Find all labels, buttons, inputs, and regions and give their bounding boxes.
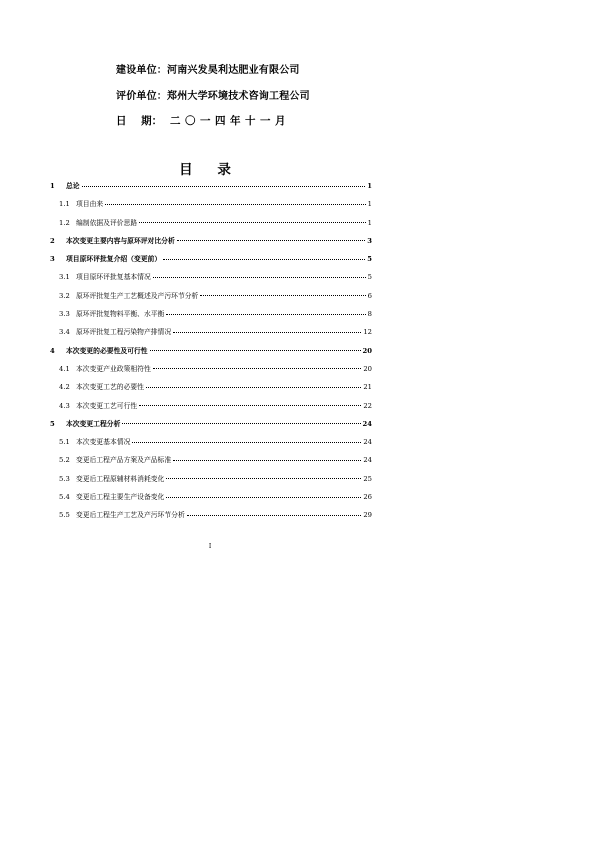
toc-entry[interactable] xyxy=(48,400,372,418)
toc-leader-dots xyxy=(166,314,365,315)
toc-entry-page: 29 xyxy=(363,511,372,520)
toc-entry[interactable] xyxy=(48,418,372,436)
toc-leader-dots xyxy=(166,497,361,498)
toc-entry-page: 22 xyxy=(363,401,372,410)
toc-entry-page: 24 xyxy=(363,438,372,447)
toc-entry-number: 3.3 xyxy=(59,310,70,319)
toc-entry-number: 3.4 xyxy=(59,328,70,337)
toc-entry[interactable] xyxy=(48,381,372,399)
toc-entry-title: 变更后工程生产工艺及产污环节分析 xyxy=(76,511,185,520)
toc-entry-title: 本次变更工艺的必要性 xyxy=(76,383,144,392)
toc-entry[interactable] xyxy=(48,345,372,363)
evaluator-value: 郑州大学环境技术咨询工程公司 xyxy=(167,91,310,102)
toc-entry-number: 3.2 xyxy=(59,291,70,300)
toc-entry-title: 总论 xyxy=(66,182,80,190)
toc-entry[interactable] xyxy=(48,290,372,308)
toc-leader-dots xyxy=(122,423,360,424)
toc-entry-page: 1 xyxy=(367,218,372,227)
evaluator-label: 评价单位： xyxy=(116,91,167,102)
toc-leader-dots xyxy=(173,460,361,461)
toc-leader-dots xyxy=(200,295,365,296)
toc-entry-number: 3 xyxy=(50,255,55,264)
toc-title: 目 录 xyxy=(179,162,241,178)
toc-entry-page: 21 xyxy=(363,383,372,392)
toc-entry-title: 本次变更产业政策相符性 xyxy=(76,364,151,373)
toc-entry-title: 项目由来 xyxy=(76,200,104,209)
toc-entry[interactable] xyxy=(48,308,372,326)
toc-entry-page: 12 xyxy=(363,328,372,337)
toc-entry-page: 20 xyxy=(362,346,372,355)
toc-leader-dots xyxy=(139,222,366,223)
toc-entry[interactable] xyxy=(48,473,372,491)
toc-entry-number: 3.1 xyxy=(59,273,70,282)
toc-entry-page: 24 xyxy=(363,456,372,465)
toc-entry-title: 本次变更工程分析 xyxy=(66,419,121,428)
toc-entry-title: 原环评批复物料平衡、水平衡 xyxy=(76,310,165,319)
toc-entry-page: 5 xyxy=(367,255,372,264)
toc-entry[interactable] xyxy=(48,198,372,216)
toc-entry-number: 5 xyxy=(50,419,55,428)
toc-leader-dots xyxy=(82,186,366,187)
toc-entry-title: 本次变更工艺可行性 xyxy=(76,401,138,410)
toc-leader-dots xyxy=(163,259,365,260)
toc-entry-page: 20 xyxy=(363,364,372,373)
date-line xyxy=(116,113,310,128)
builder-label: 建设单位： xyxy=(116,65,167,76)
toc-leader-dots xyxy=(105,204,365,205)
toc-entry-title: 项目原环评批复基本情况 xyxy=(76,273,151,282)
toc-entry[interactable] xyxy=(48,363,372,381)
toc-entry[interactable] xyxy=(48,454,372,472)
document-header xyxy=(116,61,310,128)
toc-entry-number: 5.5 xyxy=(59,511,70,520)
toc-entry-number: 1 xyxy=(50,182,55,190)
toc-entry-number: 1.2 xyxy=(59,218,70,227)
page-number: I xyxy=(208,543,212,550)
toc-entry-page: 8 xyxy=(367,310,372,319)
table-of-contents xyxy=(48,180,372,528)
date-value: 二〇一四年十一月 xyxy=(170,115,290,127)
toc-entry-title: 变更后工程产品方案及产品标准 xyxy=(76,456,172,465)
toc-leader-dots xyxy=(132,442,361,443)
toc-entry-page: 25 xyxy=(363,474,372,483)
toc-leader-dots xyxy=(187,515,362,516)
toc-leader-dots xyxy=(166,478,361,479)
toc-entry-page: 24 xyxy=(362,419,372,428)
toc-entry[interactable] xyxy=(48,491,372,509)
toc-entry-title: 项目原环评批复介绍（变更前） xyxy=(66,255,162,264)
toc-entry-title: 变更后工程主要生产设备变化 xyxy=(76,493,165,502)
toc-leader-dots xyxy=(139,405,361,406)
date-label: 日 期： xyxy=(116,115,163,127)
toc-entry[interactable] xyxy=(48,326,372,344)
toc-entry-number: 1.1 xyxy=(59,200,70,209)
evaluator-line xyxy=(116,87,310,113)
builder-line xyxy=(116,61,310,87)
toc-leader-dots xyxy=(153,368,362,369)
toc-entry-title: 原环评批复生产工艺概述及产污环节分析 xyxy=(76,291,199,300)
toc-entry-number: 4.2 xyxy=(59,383,70,392)
toc-entry-page: 3 xyxy=(367,236,372,245)
toc-entry[interactable] xyxy=(48,271,372,289)
toc-entry-title: 变更后工程原辅材料消耗变化 xyxy=(76,474,165,483)
toc-entry-title: 本次变更的必要性及可行性 xyxy=(66,346,148,355)
toc-leader-dots xyxy=(146,387,361,388)
toc-entry[interactable] xyxy=(48,180,372,198)
toc-entry-title: 原环评批复工程污染物产排情况 xyxy=(76,328,172,337)
toc-entry[interactable] xyxy=(48,436,372,454)
toc-entry-number: 2 xyxy=(50,236,55,245)
builder-value: 河南兴发昊利达肥业有限公司 xyxy=(167,65,300,76)
toc-entry-number: 4.1 xyxy=(59,364,70,373)
toc-leader-dots xyxy=(150,350,361,351)
toc-entry-number: 5.4 xyxy=(59,493,70,502)
toc-entry-page: 5 xyxy=(367,273,372,282)
toc-entry-number: 4 xyxy=(50,346,55,355)
toc-leader-dots xyxy=(153,277,366,278)
toc-entry-title: 编制依据及评价思路 xyxy=(76,218,138,227)
toc-entry[interactable] xyxy=(48,217,372,235)
toc-entry-title: 本次变更主要内容与原环评对比分析 xyxy=(66,236,175,245)
toc-entry-page: 6 xyxy=(367,291,372,300)
toc-leader-dots xyxy=(173,332,361,333)
toc-entry-page: 1 xyxy=(367,200,372,209)
toc-entry-number: 5.3 xyxy=(59,474,70,483)
toc-entry-number: 5.1 xyxy=(59,438,70,447)
toc-entry[interactable] xyxy=(48,253,372,271)
toc-entry-page: 1 xyxy=(367,182,372,190)
toc-entry-number: 5.2 xyxy=(59,456,70,465)
toc-entry[interactable] xyxy=(48,509,372,527)
toc-entry-number: 4.3 xyxy=(59,401,70,410)
toc-leader-dots xyxy=(177,240,366,241)
toc-entry-title: 本次变更基本情况 xyxy=(76,438,131,447)
toc-entry-page: 26 xyxy=(363,493,372,502)
toc-entry[interactable] xyxy=(48,235,372,253)
